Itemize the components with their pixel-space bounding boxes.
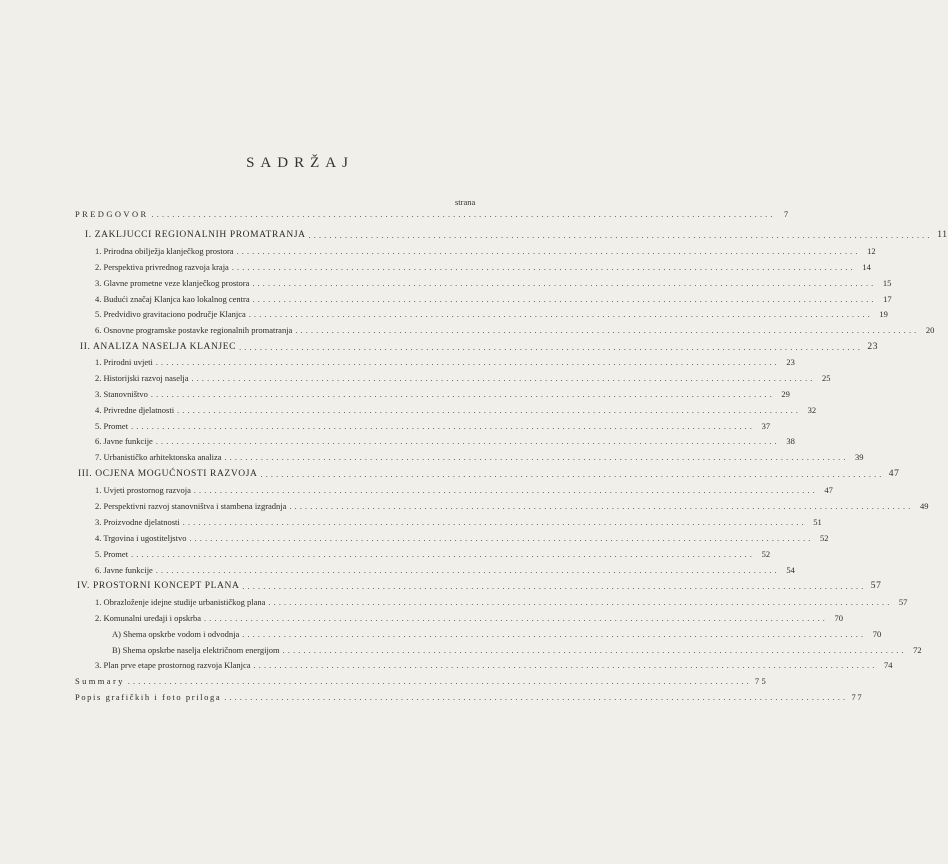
toc-entry-page: 57 <box>898 597 908 607</box>
toc-entry-title: A) Shema opskrbe vodom i odvodnja <box>112 629 240 639</box>
dot-leader: ........................................................................................................................ <box>131 550 756 559</box>
toc-entry-page: 37 <box>761 421 771 431</box>
toc-entry-title: 5. Promet <box>95 549 129 559</box>
dot-leader: ........................................................................................................................ <box>231 263 856 272</box>
toc-entry-title: 2. Historijski razvoj naselja <box>95 373 189 383</box>
toc-entry-page: 19 <box>879 309 888 319</box>
toc-entry-title: 1. Uvjeti prostornog razvoja <box>95 485 191 495</box>
toc-entry-title: B) Shema opskrbe naselja električnom energijom <box>112 645 280 655</box>
toc-entry <box>95 532 829 544</box>
toc-entry <box>112 628 882 640</box>
toc-entry-title: 4. Trgovina i ugostiteljstvo <box>95 533 187 543</box>
toc-entry <box>95 564 795 576</box>
dot-leader: ........................................................................................................................ <box>131 422 756 431</box>
toc-entry-title: 2. Perspektiva privrednog razvoja kraja <box>95 262 229 272</box>
toc-entry-title: 3. Proizvodne djelatnosti <box>95 517 180 527</box>
toc-entry <box>95 308 888 320</box>
toc-entry-page: 32 <box>807 405 817 415</box>
toc-entry-page: 47 <box>824 485 833 495</box>
dot-leader: ........................................................................................................................ <box>282 646 907 655</box>
toc-entry <box>95 548 771 560</box>
toc-entry-page: 15 <box>882 278 892 288</box>
toc-entry-title: 4. Budući značaj Klanjca kao lokalnog centra <box>95 294 250 304</box>
dot-leader: ........................................................................................................................ <box>150 390 775 399</box>
toc-section-1 <box>85 229 948 241</box>
dot-leader: ........................................................................................................................ <box>242 630 867 639</box>
toc-entry-page: 52 <box>819 533 829 543</box>
dot-leader: ........................................................................................................................ <box>177 406 802 415</box>
toc-entry <box>95 420 771 432</box>
toc-entry <box>95 659 893 671</box>
toc-entry-title: Summary <box>75 676 125 686</box>
toc-entry <box>95 484 833 496</box>
toc-entry-title: 4. Privredne djelatnosti <box>95 405 175 415</box>
toc-entry-page: 70 <box>834 613 843 623</box>
toc-entry-title: 5. Predvidivo gravitaciono područje Klanjca <box>95 309 246 319</box>
toc-entry-title: PREDGOVOR <box>75 209 149 219</box>
toc-entry-title: 3. Stanovništvo <box>95 389 148 399</box>
toc-entry-page: 47 <box>888 469 900 479</box>
dot-leader: ........................................................................................................................ <box>236 247 861 256</box>
toc-entry-title: 3. Glavne prometne veze klanječkog prostora <box>95 278 250 288</box>
toc-entry <box>95 324 935 336</box>
toc-entry-page: 14 <box>862 262 871 272</box>
toc-entry-page: 57 <box>870 581 882 591</box>
toc-entry-page: 29 <box>781 389 790 399</box>
toc-entry <box>95 372 831 384</box>
dot-leader: ........................................................................................................................ <box>189 534 814 543</box>
dot-leader: ........................................................................................................................ <box>224 693 849 702</box>
toc-entry-page: 11 <box>937 230 948 240</box>
toc-entry-title: 1. Prirodni uvjeti <box>95 357 153 367</box>
toc-entry-page: 70 <box>872 629 882 639</box>
dot-leader: ........................................................................................................................ <box>182 518 807 527</box>
toc-section-3 <box>78 468 900 480</box>
toc-entry <box>95 277 892 289</box>
dot-leader: ........................................................................................................................ <box>155 566 780 575</box>
toc-entry-page: 23 <box>867 342 879 352</box>
toc-entry-popis <box>75 691 864 703</box>
toc-entry-page: 77 <box>851 692 864 702</box>
toc-entry-title: 7. Urbanističko arhitektonska analiza <box>95 452 222 462</box>
dot-leader: ........................................................................................................................ <box>289 502 914 511</box>
toc-entry-page: 54 <box>786 565 795 575</box>
page-title: SADRŽAJ <box>246 155 354 171</box>
toc-section-2 <box>80 341 879 353</box>
toc-entry-page: 72 <box>913 645 922 655</box>
dot-leader: ........................................................................................................................ <box>242 582 867 591</box>
toc-entry-title: III. OCJENA MOGUĆNOSTI RAZVOJA <box>78 469 258 479</box>
toc-entry-page: 52 <box>761 549 771 559</box>
dot-leader: ........................................................................................................................ <box>252 279 877 288</box>
toc-entry-title: 6. Javne funkcije <box>95 565 153 575</box>
toc-entry-page: 20 <box>925 325 935 335</box>
toc-entry <box>112 644 922 656</box>
dot-leader: ........................................................................................................................ <box>295 326 920 335</box>
toc-entry-page: 38 <box>786 436 795 446</box>
dot-leader: ........................................................................................................................ <box>127 677 752 686</box>
toc-entry-page: 74 <box>884 660 893 670</box>
dot-leader: ........................................................................................................................ <box>191 374 816 383</box>
toc-entry-title: II. ANALIZA NASELJA KLANJEC <box>80 342 237 352</box>
dot-leader: ........................................................................................................................ <box>253 661 878 670</box>
dot-leader: ........................................................................................................................ <box>252 295 877 304</box>
dot-leader: ........................................................................................................................ <box>204 614 828 623</box>
toc-entry <box>95 596 908 608</box>
toc-entry-summary <box>75 675 769 687</box>
toc-entry-predgovor <box>75 208 791 220</box>
dot-leader: ........................................................................................................................ <box>260 470 885 479</box>
toc-entry-page: 75 <box>754 676 769 686</box>
toc-entry-page: 39 <box>855 452 864 462</box>
page-column-label: strana <box>455 197 476 207</box>
dot-leader: ........................................................................................................................ <box>268 598 893 607</box>
toc-entry-title: 2. Perspektivni razvoj stanovništva i stambena izgradnja <box>95 501 287 511</box>
toc-entry-title: Popis grafičkih i foto priloga <box>75 692 222 702</box>
toc-entry <box>95 293 892 305</box>
toc-section-4 <box>77 580 882 592</box>
toc-entry-title: 2. Komunalni uređaji i opskrba <box>95 613 201 623</box>
toc-entry <box>95 388 790 400</box>
toc-entry <box>95 451 864 463</box>
toc-entry <box>95 516 822 528</box>
toc-entry-title: 1. Obrazloženje idejne studije urbanističkog plana <box>95 597 266 607</box>
toc-entry-page: 49 <box>919 501 929 511</box>
toc-entry <box>95 404 817 416</box>
dot-leader: ........................................................................................................................ <box>193 486 818 495</box>
toc-entry-page: 23 <box>786 357 795 367</box>
dot-leader: ........................................................................................................................ <box>239 343 864 352</box>
dot-leader: ........................................................................................................................ <box>155 358 780 367</box>
dot-leader: ........................................................................................................................ <box>151 210 776 219</box>
dot-leader: ........................................................................................................................ <box>248 310 873 319</box>
toc-entry <box>95 356 795 368</box>
toc-entry <box>95 261 871 273</box>
toc-entry-title: 6. Osnovne programske postavke regionalnih promatranja <box>95 325 293 335</box>
dot-leader: ........................................................................................................................ <box>308 231 933 240</box>
toc-entry-title: IV. PROSTORNI KONCEPT PLANA <box>77 581 240 591</box>
toc-entry-page: 12 <box>867 246 876 256</box>
dot-leader: ........................................................................................................................ <box>224 453 849 462</box>
toc-entry <box>95 435 795 447</box>
toc-entry-page: 25 <box>821 373 831 383</box>
toc-entry <box>95 245 876 257</box>
toc-entry-title: I. ZAKLJUCCI REGIONALNIH PROMATRANJA <box>85 230 306 240</box>
toc-entry-page: 7 <box>783 209 791 219</box>
toc-entry-title: 1. Prirodna obilježja klanječkog prostora <box>95 246 234 256</box>
toc-entry-page: 51 <box>813 517 822 527</box>
toc-entry <box>95 500 929 512</box>
toc-entry <box>95 612 843 624</box>
toc-entry-title: 3. Plan prve etape prostornog razvoja Klanjca <box>95 660 251 670</box>
dot-leader: ........................................................................................................................ <box>155 437 780 446</box>
toc-entry-title: 6. Javne funkcije <box>95 436 153 446</box>
toc-entry-title: 5. Promet <box>95 421 129 431</box>
toc-entry-page: 17 <box>883 294 892 304</box>
